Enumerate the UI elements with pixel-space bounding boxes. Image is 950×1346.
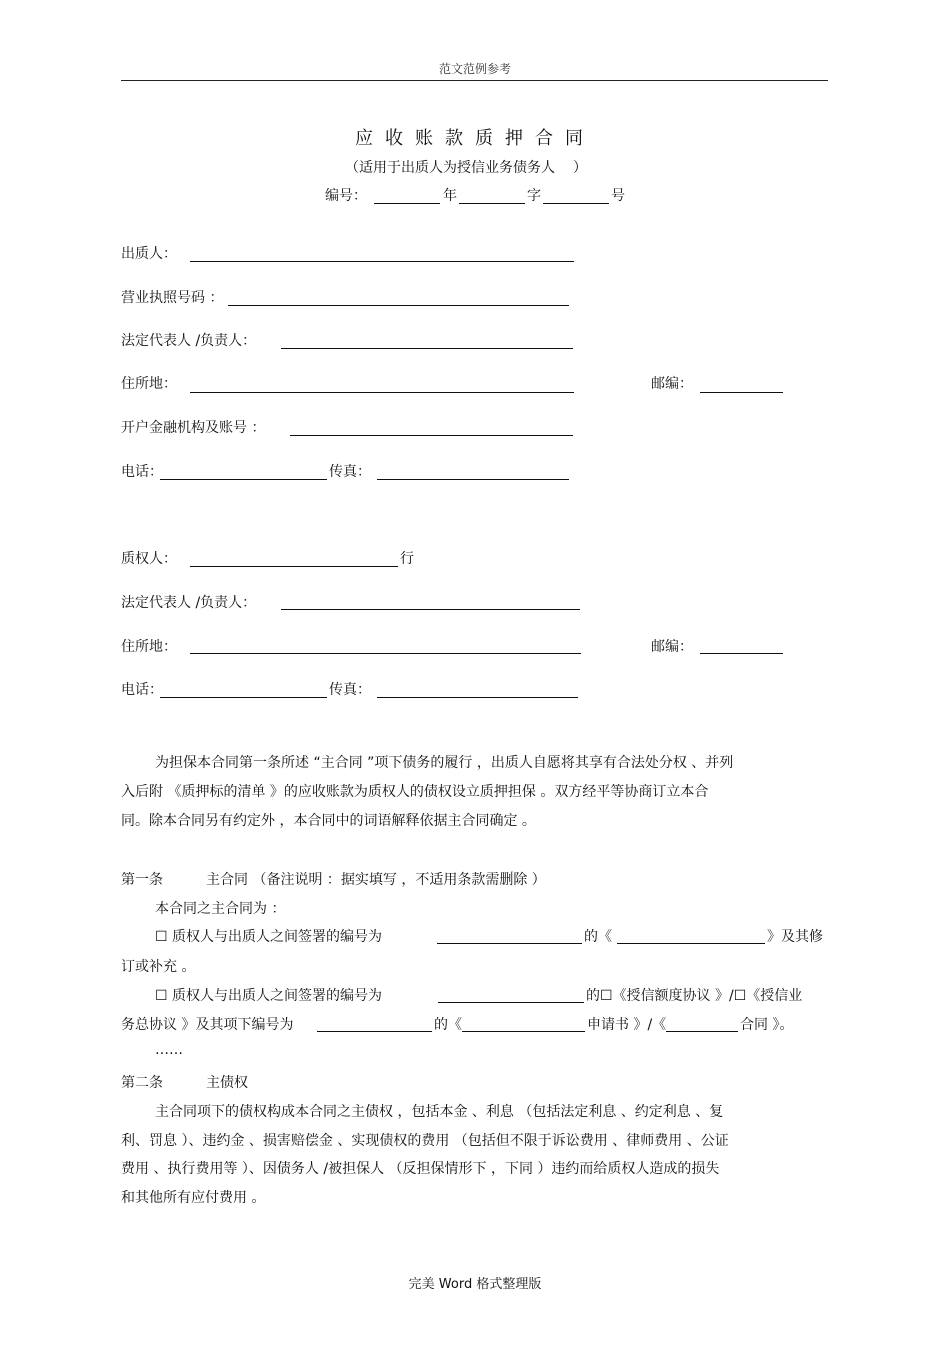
pledgee-name-label: 质权人： xyxy=(121,551,177,567)
number-zi: 字 xyxy=(527,188,541,204)
article2-line-1: 主合同项下的债权构成本合同之主债权 ，包括本金 、利息 （包括法定利息 、约定利息 、复 xyxy=(155,1104,724,1120)
option2-text[interactable]: ☐ 质权人与出质人之间签署的编号为 xyxy=(155,988,383,1004)
intro-line-1: 为担保本合同第一条所述 “主合同 ”项下债务的履行 ，出质人自愿将其享有合法处分权 、并列 xyxy=(155,755,734,771)
pledgor-license-label: 营业执照号码 ： xyxy=(121,290,224,306)
number-field-1[interactable] xyxy=(374,203,440,204)
pledgee-name-field[interactable] xyxy=(190,566,398,567)
page-header: 范文范例参考 xyxy=(438,62,511,76)
pledgor-address-label: 住所地： xyxy=(121,376,177,392)
pledgor-rep-field[interactable] xyxy=(281,348,573,349)
pledgee-fax-field[interactable] xyxy=(377,697,578,698)
number-field-3[interactable] xyxy=(543,203,609,204)
number-field-2[interactable] xyxy=(459,203,525,204)
article1-title: 主合同 （备注说明 ：据实填写 ，不适用条款需删除 ） xyxy=(206,872,546,888)
pledgee-postcode-field[interactable] xyxy=(700,653,783,654)
pledgor-name-field[interactable] xyxy=(190,261,574,262)
pledgor-postcode-field[interactable] xyxy=(700,392,783,393)
pledgor-postcode-label: 邮编： xyxy=(651,376,693,392)
pledgor-bank-field[interactable] xyxy=(290,435,573,436)
article1-intro: 本合同之主合同为 ： xyxy=(155,901,286,917)
pledgor-rep-label: 法定代表人 /负责人： xyxy=(121,333,257,349)
pledgor-name-label: 出质人： xyxy=(121,246,177,262)
pledgee-phone-field[interactable] xyxy=(160,697,327,698)
subtitle-text: （适用于出质人为授信业务债务人 xyxy=(345,160,555,176)
pledgor-fax-label: 传真： xyxy=(329,464,371,480)
article1-option2 xyxy=(155,985,382,1005)
pledgor-fax-field[interactable] xyxy=(377,479,569,480)
pledgee-address-label: 住所地： xyxy=(121,639,177,655)
option2-line2-d: 合同 》。 xyxy=(740,1017,794,1033)
page-footer: 完美 Word 格式整理版 xyxy=(408,1277,542,1292)
option1-number-field[interactable] xyxy=(437,943,582,944)
intro-line-3: 同。除本合同另有约定外 ，本合同中的词语解释依据主合同确定 。 xyxy=(121,813,536,829)
article1-ellipsis: …… xyxy=(155,1042,183,1058)
pledgor-phone-field[interactable] xyxy=(160,479,327,480)
pledgee-rep-label: 法定代表人 /负责人： xyxy=(121,595,257,611)
option2-number-field[interactable] xyxy=(438,1002,584,1003)
article2-line-4: 和其他所有应付费用 。 xyxy=(121,1190,266,1206)
option2-line2-c: 申请书 》/《 xyxy=(587,1017,667,1033)
document-title: 应收账款质押合同 xyxy=(355,128,595,149)
intro-line-2: 入后附 《质押标的清单 》的应收账款为质权人的债权设立质押担保 。双方经平等协商订立本合 xyxy=(121,784,709,800)
option2-application-field[interactable] xyxy=(462,1031,585,1032)
subtitle-close: ） xyxy=(573,160,587,176)
pledgee-rep-field[interactable] xyxy=(281,609,580,610)
pledgee-address-field[interactable] xyxy=(190,653,581,654)
option1-mid: 的《 xyxy=(584,929,612,945)
article2-line-2: 利、罚息 ）、违约金 、损害赔偿金 、实现债权的费用 （包括但不限于诉讼费用 、律师费用 、公证 xyxy=(121,1133,729,1149)
pledgor-phone-label: 电话： xyxy=(121,464,163,480)
number-year: 年 xyxy=(443,188,457,204)
option1-line2: 订或补充 。 xyxy=(121,959,196,975)
pledgee-postcode-label: 邮编： xyxy=(651,639,693,655)
option1-contract-field[interactable] xyxy=(617,943,765,944)
article2-line-3: 费用 、执行费用等 ）、因债务人 /被担保人 （反担保情形下 ，下同 ）违约而给质权人造成的损失 xyxy=(121,1161,720,1177)
option2-contract-field[interactable] xyxy=(666,1031,738,1032)
pledgee-name-suffix: 行 xyxy=(400,551,414,567)
pledgor-bank-label: 开户金融机构及账号 ： xyxy=(121,420,266,436)
article1-option1 xyxy=(155,926,382,946)
article2-number: 第二条 xyxy=(121,1075,163,1091)
number-label: 编号： xyxy=(325,188,367,204)
option2-sub-number-field[interactable] xyxy=(317,1031,432,1032)
article2-title: 主债权 xyxy=(206,1075,248,1091)
pledgee-phone-label: 电话： xyxy=(121,682,163,698)
document-subtitle xyxy=(345,157,587,177)
pledgor-license-field[interactable] xyxy=(228,305,569,306)
option2-line2-b: 的《 xyxy=(434,1017,462,1033)
article1-number: 第一条 xyxy=(121,872,163,888)
pledgor-address-field[interactable] xyxy=(190,392,574,393)
option1-post: 》及其修 xyxy=(767,929,823,945)
option2-line2-a: 务总协议 》及其项下编号为 xyxy=(121,1017,294,1033)
number-hao: 号 xyxy=(611,188,625,204)
pledgee-fax-label: 传真： xyxy=(329,682,371,698)
option2-mid[interactable]: 的☐《授信额度协议 》/☐《授信业 xyxy=(586,988,803,1004)
option1-text[interactable]: ☐ 质权人与出质人之间签署的编号为 xyxy=(155,929,383,945)
header-rule xyxy=(121,80,828,81)
